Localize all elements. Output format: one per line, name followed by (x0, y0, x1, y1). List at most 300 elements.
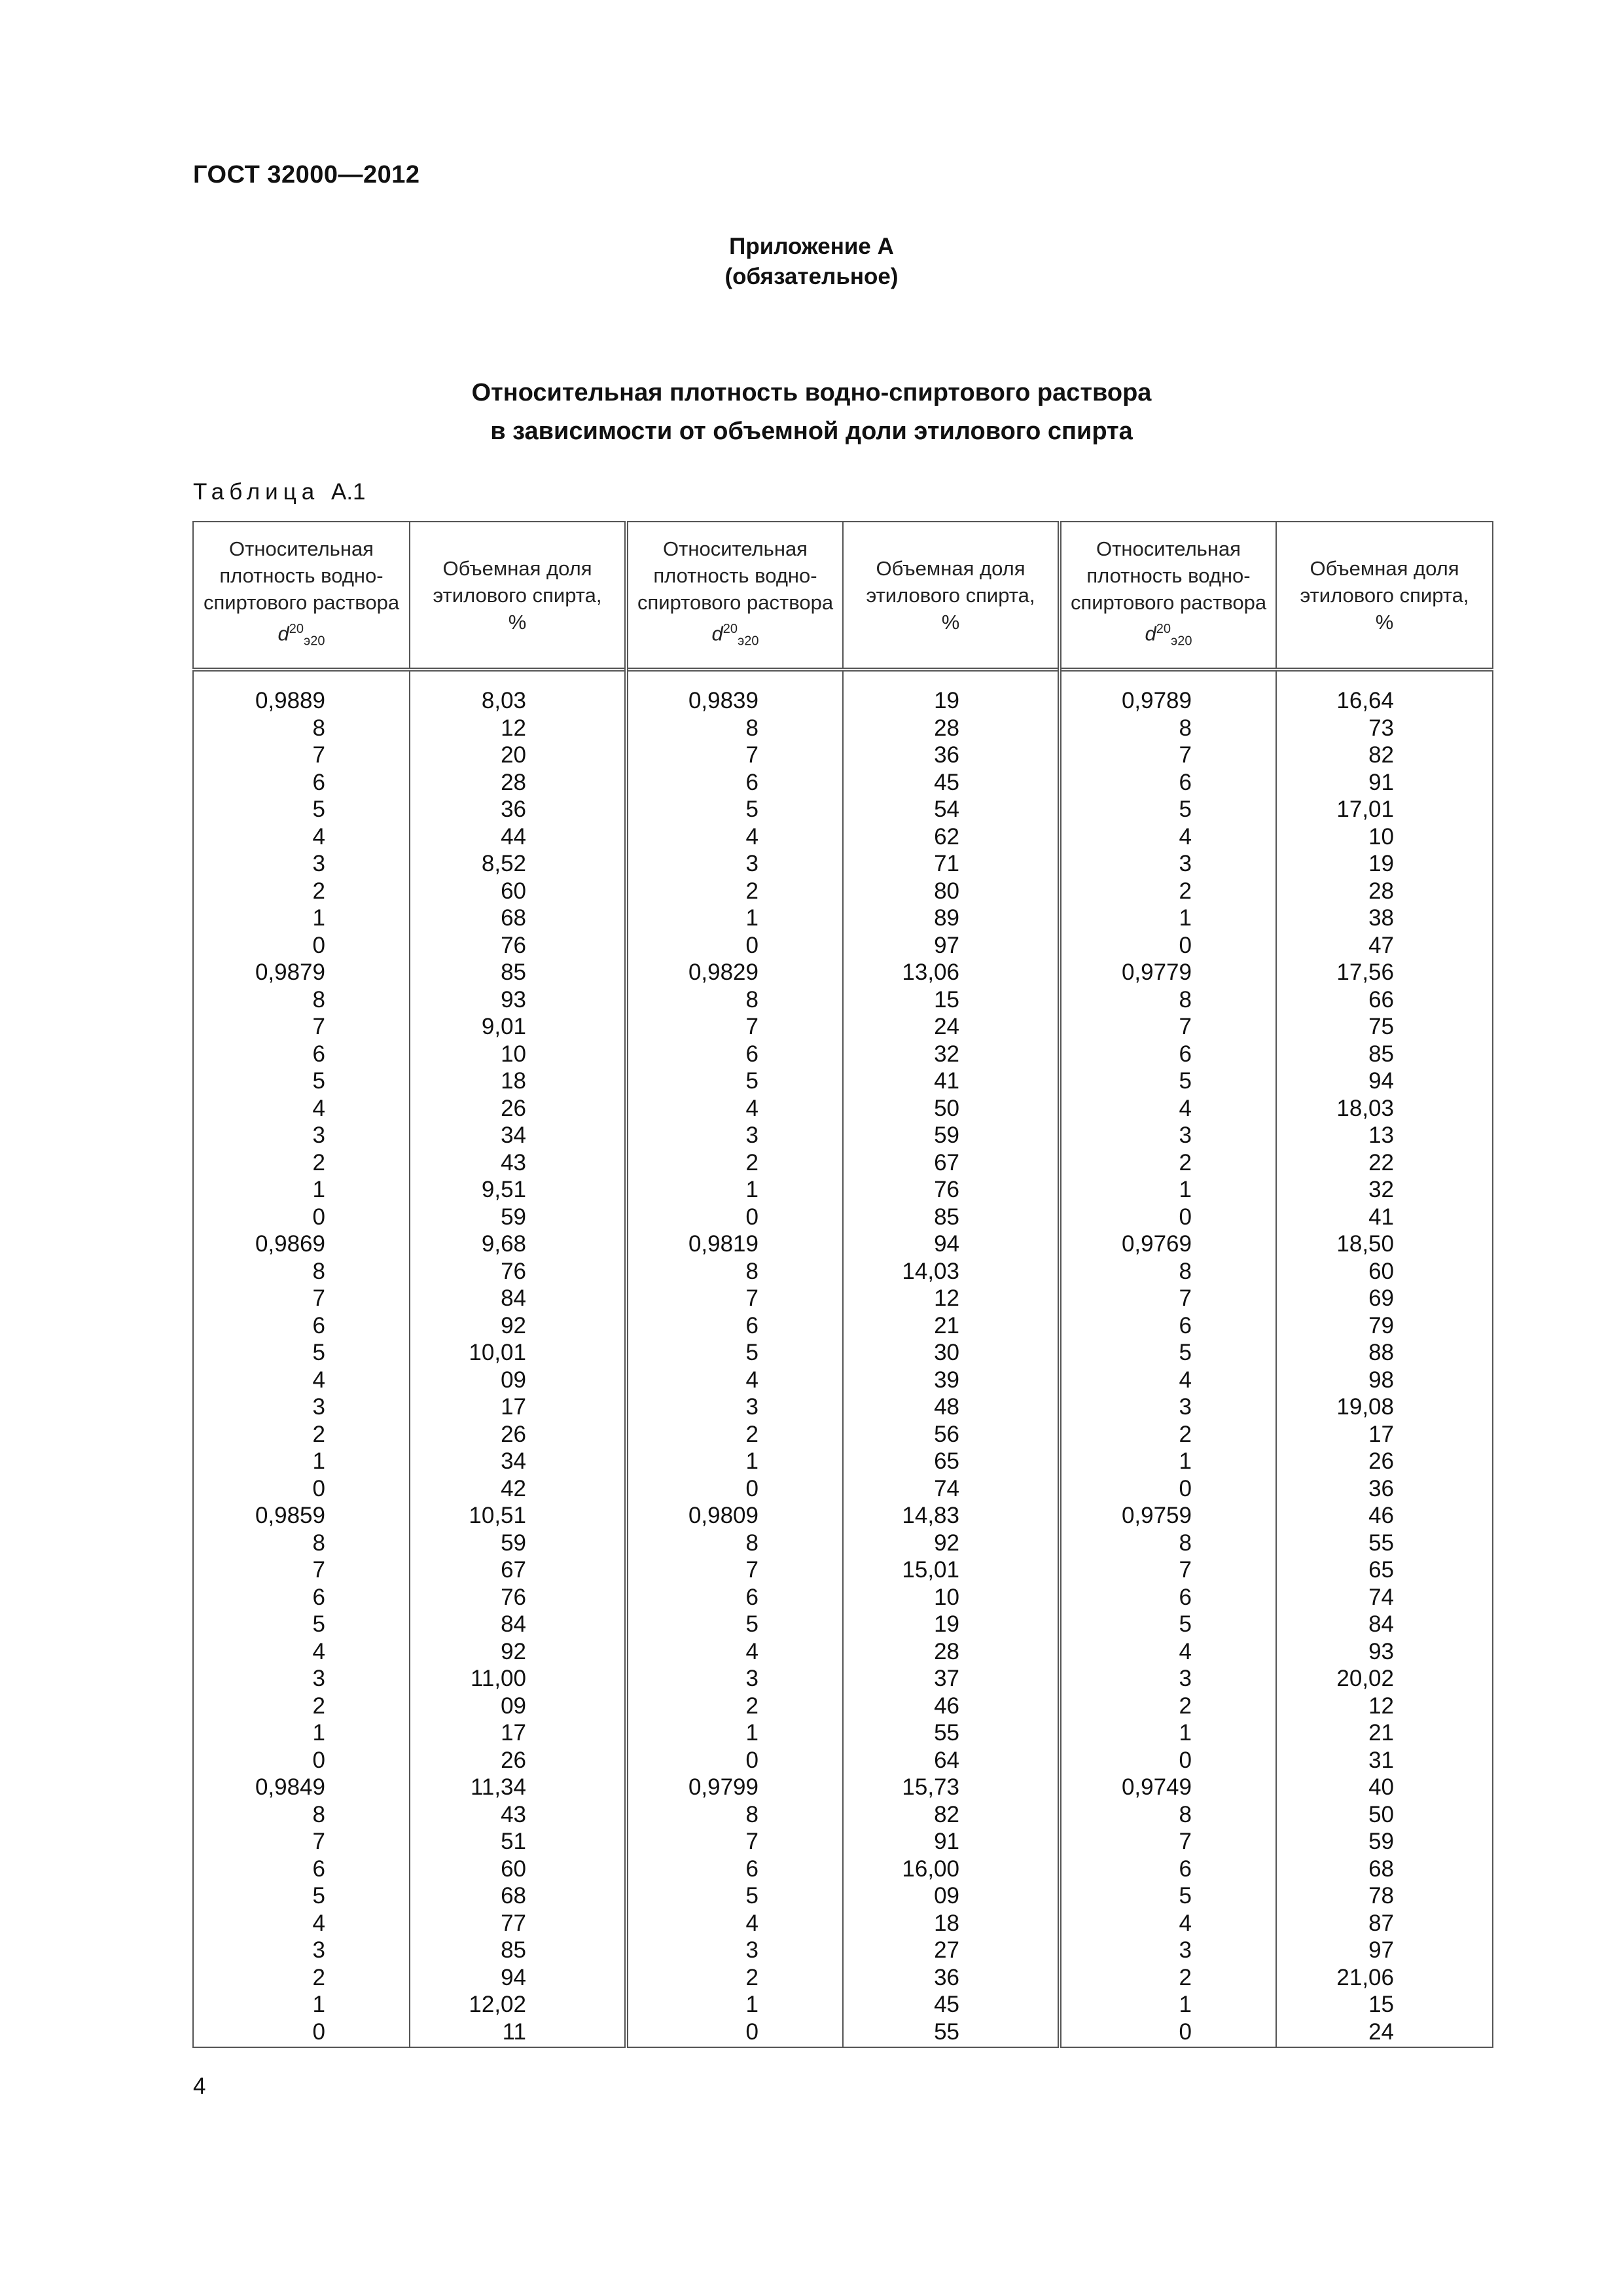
share-value: 17 (501, 1394, 526, 1420)
share-value: 55 (934, 1720, 959, 1746)
share-value: 9,68 (481, 1231, 526, 1257)
density-value: 0,9849 (255, 1774, 325, 1800)
density-value: 6 (1179, 769, 1192, 795)
density-value: 6 (312, 769, 325, 795)
share-value: 36 (934, 742, 959, 768)
density-value: 2 (745, 1693, 758, 1719)
density-value: 8 (312, 1530, 325, 1556)
header-density (1060, 522, 1276, 670)
share-value: 21 (1368, 1720, 1394, 1746)
share-value: 28 (501, 769, 526, 795)
share-value: 34 (501, 1448, 526, 1474)
density-symbol-sub: э20 (738, 634, 759, 649)
share-value: 60 (501, 1856, 526, 1882)
share-value: 18,50 (1336, 1231, 1394, 1257)
share-value: 21,06 (1336, 1964, 1394, 1990)
density-value: 2 (745, 1149, 758, 1175)
density-column (1060, 670, 1276, 2047)
density-value: 8 (745, 986, 758, 1013)
share-value: 59 (501, 1204, 526, 1230)
density-value: 5 (1179, 1883, 1192, 1909)
density-value: 0 (1179, 932, 1192, 958)
density-value: 2 (1179, 1421, 1192, 1447)
share-value: 43 (501, 1149, 526, 1175)
share-value: 26 (501, 1095, 526, 1121)
density-value: 3 (312, 1666, 325, 1691)
share-value: 76 (501, 1584, 526, 1610)
density-value: 7 (1179, 1829, 1192, 1854)
share-value: 9,51 (481, 1177, 526, 1202)
share-value: 15,01 (902, 1557, 959, 1583)
share-value: 76 (501, 932, 526, 958)
share-value: 21 (934, 1312, 959, 1338)
share-value: 60 (501, 878, 526, 904)
share-value: 11,00 (471, 1666, 526, 1691)
density-value: 7 (312, 1285, 325, 1311)
density-value: 0 (745, 1747, 758, 1773)
share-value: 47 (1368, 932, 1394, 958)
share-value: 10 (501, 1041, 526, 1067)
share-value: 46 (1368, 1503, 1394, 1528)
share-value: 22 (1368, 1149, 1394, 1175)
density-value: 2 (745, 1964, 758, 1990)
density-value: 6 (745, 1584, 758, 1610)
table-header-row (193, 522, 1493, 670)
share-value: 14,03 (902, 1258, 959, 1284)
share-value: 94 (1368, 1068, 1394, 1094)
header-share (1276, 522, 1493, 670)
share-value: 73 (1368, 715, 1394, 741)
header-share-line2: этилового спирта, (1300, 583, 1469, 607)
share-value: 10,51 (469, 1503, 526, 1528)
density-value: 7 (745, 1014, 758, 1039)
share-value: 8,03 (481, 688, 526, 713)
density-value: 0 (312, 1475, 325, 1501)
density-value: 5 (745, 1340, 758, 1365)
density-value: 7 (745, 742, 758, 768)
density-value: 0,9789 (1121, 688, 1192, 713)
density-value: 8 (312, 986, 325, 1013)
share-value: 44 (501, 823, 526, 850)
density-value: 5 (1179, 797, 1192, 822)
density-value: 3 (312, 1394, 325, 1420)
share-value: 76 (934, 1177, 959, 1202)
appendix-title: Приложение А (729, 234, 894, 259)
density-value: 8 (745, 715, 758, 741)
density-value: 1 (745, 1177, 758, 1202)
density-value: 1 (745, 1448, 758, 1474)
density-value: 5 (312, 1068, 325, 1094)
table-caption-word: Таблица (193, 479, 320, 505)
density-value: 5 (1179, 1340, 1192, 1365)
header-share (843, 522, 1060, 670)
density-symbol: d (711, 622, 723, 645)
share-value: 74 (934, 1475, 959, 1501)
share-value: 26 (501, 1747, 526, 1773)
density-value: 7 (312, 1557, 325, 1583)
density-value: 3 (1179, 851, 1192, 876)
share-value: 17 (1368, 1421, 1394, 1447)
density-value: 6 (312, 1041, 325, 1067)
density-value: 7 (312, 1014, 325, 1039)
density-value: 2 (312, 1421, 325, 1447)
share-value: 91 (934, 1829, 959, 1854)
header-density (626, 522, 843, 670)
share-value: 85 (1368, 1041, 1394, 1067)
share-value: 68 (1368, 1856, 1394, 1882)
density-value: 8 (312, 1258, 325, 1284)
density-value: 0 (312, 1747, 325, 1773)
share-value: 28 (1368, 878, 1394, 904)
share-value: 38 (1368, 905, 1394, 931)
density-value: 4 (312, 823, 325, 850)
page-heading-line-2: в зависимости от объемной доли этилового спирта (490, 418, 1133, 445)
share-value: 12 (934, 1285, 959, 1311)
share-value: 42 (501, 1475, 526, 1501)
share-value: 62 (934, 823, 959, 850)
share-value: 36 (934, 1964, 959, 1990)
density-value: 5 (745, 1611, 758, 1637)
density-value: 6 (312, 1312, 325, 1338)
share-value: 56 (934, 1421, 959, 1447)
share-value: 28 (934, 1638, 959, 1664)
density-value: 8 (312, 1801, 325, 1827)
share-value: 67 (501, 1557, 526, 1583)
density-value: 5 (745, 1883, 758, 1909)
share-value: 37 (934, 1666, 959, 1691)
page-number: 4 (193, 2073, 206, 2099)
share-value: 55 (934, 2018, 959, 2045)
density-value: 0,9749 (1121, 1774, 1192, 1800)
share-value: 78 (1368, 1883, 1394, 1909)
density-value: 1 (1179, 1992, 1192, 2017)
header-density (193, 522, 410, 670)
density-value: 7 (1179, 742, 1192, 768)
header-density-label: Относительная плотность водно-спиртового раствора (203, 537, 400, 614)
share-value: 13 (1368, 1122, 1394, 1148)
table-caption (193, 479, 366, 505)
density-value: 4 (1179, 1367, 1192, 1393)
share-value: 92 (934, 1530, 959, 1556)
header-share-line2: этилового спирта, (866, 583, 1035, 607)
share-column (843, 670, 1060, 2047)
share-value: 17,01 (1336, 797, 1394, 822)
density-value: 3 (312, 1122, 325, 1148)
share-value: 28 (934, 715, 959, 741)
density-value: 6 (745, 1041, 758, 1067)
density-value: 3 (1179, 1937, 1192, 1963)
share-value: 91 (1368, 769, 1394, 795)
share-value: 36 (1368, 1475, 1394, 1501)
share-value: 97 (934, 932, 959, 958)
share-value: 36 (501, 797, 526, 822)
share-value: 76 (501, 1258, 526, 1284)
density-value: 0 (1179, 1475, 1192, 1501)
share-value: 55 (1368, 1530, 1394, 1556)
density-value: 0 (312, 2018, 325, 2045)
page-heading-line-1: Относительная плотность водно-спиртового раствора (471, 379, 1152, 406)
density-value: 1 (312, 905, 325, 931)
share-value: 94 (501, 1964, 526, 1990)
density-value: 2 (312, 1964, 325, 1990)
share-value: 69 (1368, 1285, 1394, 1311)
share-value: 14,83 (902, 1503, 959, 1528)
density-value: 0 (1179, 1747, 1192, 1773)
share-value: 19,08 (1336, 1394, 1394, 1420)
density-symbol-sub: э20 (304, 634, 325, 649)
density-value: 6 (1179, 1041, 1192, 1067)
density-value: 7 (745, 1285, 758, 1311)
header-share (410, 522, 626, 670)
density-value: 6 (1179, 1584, 1192, 1610)
header-share-line3: % (941, 610, 960, 634)
share-value: 92 (501, 1312, 526, 1338)
density-value: 7 (1179, 1285, 1192, 1311)
density-value: 4 (312, 1638, 325, 1664)
share-value: 09 (934, 1883, 959, 1909)
share-value: 94 (934, 1231, 959, 1257)
density-value: 0 (745, 932, 758, 958)
share-value: 82 (1368, 742, 1394, 768)
density-value: 1 (745, 1992, 758, 2017)
density-value: 6 (312, 1856, 325, 1882)
header-share-line3: % (508, 610, 527, 634)
header-share-line1: Объемная доля (442, 556, 592, 580)
density-value: 4 (1179, 1638, 1192, 1664)
share-value: 59 (934, 1122, 959, 1148)
share-value: 19 (934, 1611, 959, 1637)
header-density-label: Относительная плотность водно-спиртового раствора (637, 537, 834, 614)
header-share-line2: этилового спирта, (433, 583, 602, 607)
density-value: 2 (312, 1693, 325, 1719)
density-value: 6 (745, 769, 758, 795)
density-value: 1 (312, 1992, 325, 2017)
share-value: 41 (934, 1068, 959, 1094)
share-value: 34 (501, 1122, 526, 1148)
share-value: 12 (1368, 1693, 1394, 1719)
density-value: 0,9779 (1121, 960, 1192, 985)
density-column (626, 670, 843, 2047)
density-value: 3 (1179, 1394, 1192, 1420)
share-value: 67 (934, 1149, 959, 1175)
share-value: 51 (501, 1829, 526, 1854)
share-value: 45 (934, 769, 959, 795)
density-value: 7 (1179, 1557, 1192, 1583)
density-value: 0,9819 (688, 1231, 758, 1257)
density-value: 0,9799 (688, 1774, 758, 1800)
density-value: 4 (745, 1910, 758, 1936)
share-value: 16,64 (1336, 688, 1394, 713)
share-value: 50 (934, 1095, 959, 1121)
share-value: 15 (934, 986, 959, 1013)
density-value: 7 (745, 1557, 758, 1583)
density-value: 3 (312, 851, 325, 876)
share-value: 85 (501, 1937, 526, 1963)
share-value: 32 (934, 1041, 959, 1067)
density-value: 2 (745, 1421, 758, 1447)
density-value: 1 (312, 1177, 325, 1202)
share-value: 15 (1368, 1992, 1394, 2017)
density-value: 7 (1179, 1014, 1192, 1039)
share-value: 09 (501, 1367, 526, 1393)
share-value: 10,01 (469, 1340, 526, 1365)
density-value: 6 (1179, 1312, 1192, 1338)
density-value: 0 (1179, 1204, 1192, 1230)
share-value: 26 (1368, 1448, 1394, 1474)
header-share-line1: Объемная доля (876, 556, 1026, 580)
density-value: 0,9809 (688, 1503, 758, 1528)
density-value: 4 (745, 1367, 758, 1393)
density-value: 2 (312, 878, 325, 904)
share-value: 17 (501, 1720, 526, 1746)
share-value: 79 (1368, 1312, 1394, 1338)
share-value: 32 (1368, 1177, 1394, 1202)
density-value: 0,9839 (688, 688, 758, 713)
density-value: 0,9879 (255, 960, 325, 985)
density-value: 4 (312, 1367, 325, 1393)
share-value: 48 (934, 1394, 959, 1420)
share-value: 68 (501, 905, 526, 931)
share-value: 11,34 (471, 1774, 526, 1800)
density-value: 8 (1179, 1801, 1192, 1827)
share-value: 93 (1368, 1638, 1394, 1664)
share-value: 68 (501, 1883, 526, 1909)
density-value: 6 (312, 1584, 325, 1610)
density-value: 1 (312, 1448, 325, 1474)
share-value: 45 (934, 1992, 959, 2017)
share-value: 50 (1368, 1801, 1394, 1827)
density-value: 4 (1179, 823, 1192, 850)
density-value: 8 (1179, 1530, 1192, 1556)
share-value: 71 (934, 851, 959, 876)
density-value: 5 (745, 797, 758, 822)
density-value: 1 (1179, 905, 1192, 931)
share-value: 80 (934, 878, 959, 904)
share-value: 30 (934, 1340, 959, 1365)
density-column (193, 670, 410, 2047)
share-value: 20,02 (1336, 1666, 1394, 1691)
share-value: 40 (1368, 1774, 1394, 1800)
share-value: 43 (501, 1801, 526, 1827)
density-value: 4 (312, 1910, 325, 1936)
density-value: 5 (745, 1068, 758, 1094)
share-value: 13,06 (902, 960, 959, 985)
density-value: 4 (745, 823, 758, 850)
share-value: 64 (934, 1747, 959, 1773)
density-value: 8 (1179, 986, 1192, 1013)
share-column (1276, 670, 1493, 2047)
density-value: 7 (312, 742, 325, 768)
density-value: 1 (312, 1720, 325, 1746)
density-value: 2 (1179, 1693, 1192, 1719)
share-value: 12 (501, 715, 526, 741)
share-value: 10 (1368, 823, 1394, 850)
density-value: 6 (745, 1312, 758, 1338)
density-symbol: d (1145, 622, 1156, 645)
share-value: 85 (934, 1204, 959, 1230)
share-value: 24 (934, 1014, 959, 1039)
share-value: 12,02 (469, 1992, 526, 2017)
density-value: 4 (312, 1095, 325, 1121)
share-value: 17,56 (1336, 960, 1394, 985)
density-value: 5 (312, 797, 325, 822)
density-value: 1 (1179, 1177, 1192, 1202)
share-value: 19 (1368, 851, 1394, 876)
density-value: 4 (745, 1095, 758, 1121)
appendix-status: (обязательное) (724, 264, 899, 289)
density-value: 2 (1179, 878, 1192, 904)
density-value: 3 (1179, 1666, 1192, 1691)
density-value: 3 (745, 851, 758, 876)
density-value: 2 (312, 1149, 325, 1175)
share-value: 11 (502, 2018, 526, 2045)
density-value: 8 (312, 715, 325, 741)
share-value: 92 (501, 1638, 526, 1664)
header-density-label: Относительная плотность водно-спиртового раствора (1070, 537, 1267, 614)
density-value: 0,9889 (255, 688, 325, 713)
density-value: 4 (745, 1638, 758, 1664)
density-value: 5 (312, 1611, 325, 1637)
density-value: 7 (312, 1829, 325, 1854)
density-value: 3 (1179, 1122, 1192, 1148)
density-value: 0,9869 (255, 1231, 325, 1257)
header-share-line3: % (1375, 610, 1394, 634)
density-value: 0 (312, 1204, 325, 1230)
density-value: 8 (745, 1530, 758, 1556)
density-value: 2 (745, 878, 758, 904)
share-value: 66 (1368, 986, 1394, 1013)
table-caption-number: А.1 (330, 479, 366, 505)
share-value: 65 (934, 1448, 959, 1474)
density-value: 6 (1179, 1856, 1192, 1882)
density-value: 8 (745, 1801, 758, 1827)
share-column (410, 670, 626, 2047)
density-value: 6 (745, 1856, 758, 1882)
table-body-row (193, 670, 1493, 2047)
density-value: 3 (745, 1394, 758, 1420)
density-value: 0 (1179, 2018, 1192, 2045)
share-value: 65 (1368, 1557, 1394, 1583)
density-value: 8 (1179, 1258, 1192, 1284)
share-value: 93 (501, 986, 526, 1013)
share-value: 16,00 (902, 1856, 959, 1882)
density-value: 0 (745, 1204, 758, 1230)
share-value: 89 (934, 905, 959, 931)
share-value: 84 (501, 1611, 526, 1637)
density-value: 0,9829 (688, 960, 758, 985)
density-symbol: d (277, 622, 289, 645)
share-value: 77 (501, 1910, 526, 1936)
density-value: 1 (1179, 1448, 1192, 1474)
header-share-line1: Объемная доля (1310, 556, 1459, 580)
share-value: 98 (1368, 1367, 1394, 1393)
density-value: 1 (1179, 1720, 1192, 1746)
share-value: 8,52 (481, 851, 526, 876)
density-value: 3 (745, 1122, 758, 1148)
share-value: 9,01 (481, 1014, 526, 1039)
share-value: 24 (1368, 2018, 1394, 2045)
density-value: 0 (312, 932, 325, 958)
share-value: 26 (501, 1421, 526, 1447)
density-value: 8 (745, 1258, 758, 1284)
share-value: 18,03 (1336, 1095, 1394, 1121)
density-value: 0 (745, 1475, 758, 1501)
share-value: 18 (934, 1910, 959, 1936)
density-symbol-sub: э20 (1171, 634, 1192, 649)
share-value: 19 (934, 688, 959, 713)
share-value: 60 (1368, 1258, 1394, 1284)
density-value: 3 (312, 1937, 325, 1963)
